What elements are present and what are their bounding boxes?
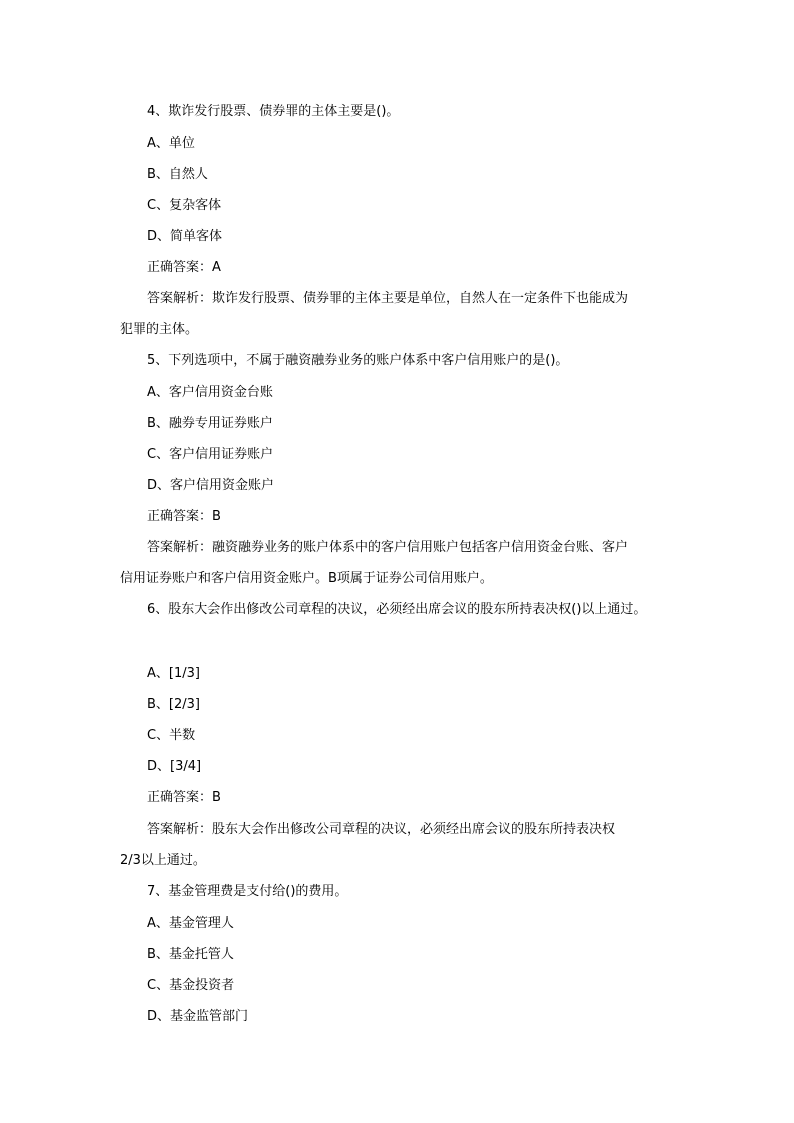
question-7-option-b: B、基金托管人	[147, 947, 234, 962]
question-5-option-a: A、客户信用资金台账	[147, 385, 273, 400]
question-7-option-a: A、基金管理人	[147, 916, 234, 931]
question-5-explanation-cont: 信用证券账户和客户信用资金账户。B项属于证券公司信用账户。	[120, 571, 493, 586]
question-4-explanation: 答案解析：欺诈发行股票、债券罪的主体主要是单位，自然人在一定条件下也能成为	[147, 291, 629, 306]
question-4-option-b: B、自然人	[147, 167, 208, 182]
question-5-option-c: C、客户信用证券账户	[147, 447, 274, 462]
question-4-explanation-cont: 犯罪的主体。	[120, 322, 199, 337]
question-6-option-b: B、[2/3]	[147, 697, 200, 712]
question-6-answer: 正确答案：B	[147, 790, 221, 805]
question-4-answer: 正确答案：A	[147, 260, 221, 275]
question-6-stem: 6、股东大会作出修改公司章程的决议，必须经出席会议的股东所持表决权()以上通过。	[147, 602, 647, 617]
question-7-stem: 7、基金管理费是支付给()的费用。	[147, 884, 348, 899]
question-4-stem: 4、欺诈发行股票、债券罪的主体主要是()。	[147, 104, 400, 119]
question-5-answer: 正确答案：B	[147, 509, 221, 524]
question-5-stem: 5、下列选项中，不属于融资融券业务的账户体系中客户信用账户的是()。	[147, 353, 569, 368]
question-4-option-c: C、复杂客体	[147, 198, 222, 213]
question-4-option-d: D、简单客体	[147, 229, 223, 244]
question-6-explanation-cont: 2/3以上通过。	[120, 853, 206, 868]
question-7-option-c: C、基金投资者	[147, 978, 235, 993]
question-7-option-d: D、基金监管部门	[147, 1009, 249, 1024]
question-5-explanation: 答案解析：融资融券业务的账户体系中的客户信用账户包括客户信用资金台账、客户	[147, 540, 629, 555]
question-6-option-d: D、[3/4]	[147, 759, 202, 774]
question-6-option-c: C、半数	[147, 728, 196, 743]
question-6-explanation: 答案解析：股东大会作出修改公司章程的决议，必须经出席会议的股东所持表决权	[147, 822, 616, 837]
question-6-option-a: A、[1/3]	[147, 666, 200, 681]
question-4-option-a: A、单位	[147, 136, 195, 151]
question-5-option-b: B、融券专用证券账户	[147, 416, 273, 431]
question-5-option-d: D、客户信用资金账户	[147, 478, 275, 493]
